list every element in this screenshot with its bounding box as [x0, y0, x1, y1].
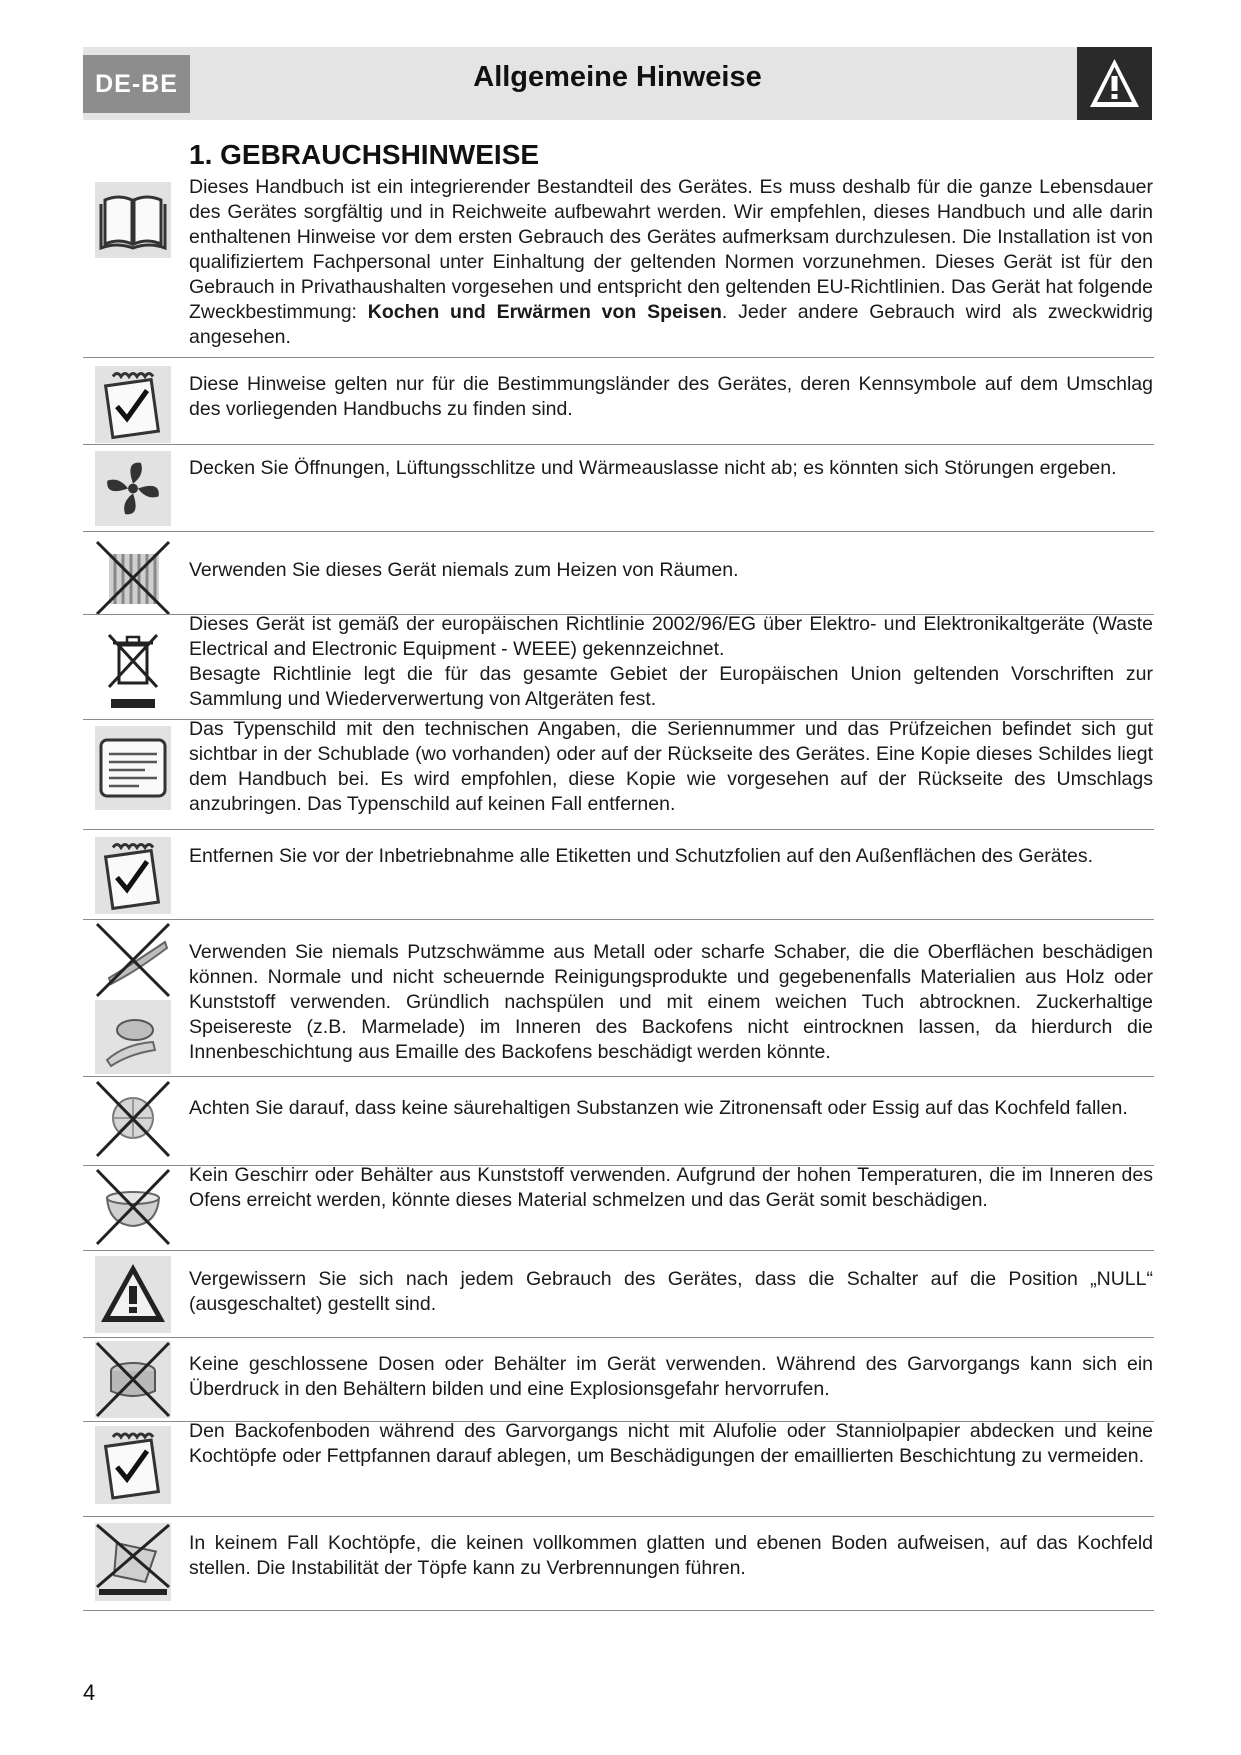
- instruction-text: Das Typenschild mit den technischen Angaben, die Seriennummer und das Prüfzeichen befindet sich gut sichtbar in der Schublade (wo vorhanden) oder auf der Rückseite des Gerätes. Eine Kopie dieses Schildes liegt dem Handbuch bei. Es wird empfohlen, diese Kopie wie vorgesehen auf der Rückseite des Umschlags anzubringen. Das Typenschild auf keinen Fall entfernen.: [189, 718, 1153, 815]
- instruction-row: [83, 1337, 1154, 1422]
- instruction-text: In keinem Fall Kochtöpfe, die keinen vollkommen glatten und ebenen Boden aufweisen, auf das Kochfeld stellen. Die Instabilität der Töpfe kann zu Verbrennungen führen.: [189, 1532, 1153, 1579]
- instruction-text: Dieses Handbuch ist ein integrierender Bestandteil des Gerätes. Es muss deshalb für die ganze Lebensdauer des Gerätes sorgfältig und in Reichweite aufbewahrt werden. Wir empfehlen, dieses Handbuch und alle darin enthaltenen Hinweise vor dem ersten Gebrauch des Gerätes aufmerksam durchzulesen. Die Installation ist von qualifiziertem Fachpersonal unter Einhaltung der geltenden Normen vorzunehmen. Dieses Gerät ist für den Gebrauch in Privathaushalten vorgesehen und entspricht den geltenden EU-Richtlinien. Das Gerät hat folgende Zweckbestimmung: Kochen und Erwärmen von Speisen. Jeder andere Gebrauch wird als zweckwidrig angesehen.: [189, 176, 1154, 348]
- bottom-divider: [83, 1610, 1154, 1611]
- fan-icon: [95, 451, 171, 526]
- no-heater-icon: [95, 540, 171, 616]
- instruction-row: [83, 176, 1154, 357]
- instruction-text: Verwenden Sie niemals Putzschwämme aus Metall oder scharfe Schaber, die die Oberflächen beschädigen können. Normale und nicht scheuernde Reinigungsprodukte und gegebenenfalls Materialien aus Holz oder Kunststoff verwenden. Gründlich nachspülen und mit einem weichen Tuch abtrocknen. Zuckerhaltige Speisereste (z.B. Marmelade) im Inneren des Backofens nicht eintrocknen lassen, da hierdurch die Innenbeschichtung aus Emaille des Backofens beschädigt werden könnte.: [189, 941, 1153, 1063]
- no-scraper-icon: [95, 922, 171, 998]
- instruction-text: Vergewissern Sie sich nach jedem Gebrauch des Gerätes, dass die Schalter auf die Position „NULL“ (ausgeschaltet) gestellt sind.: [189, 1268, 1153, 1315]
- warning-triangle-icon: [1088, 56, 1141, 111]
- instruction-text: Decken Sie Öffnungen, Lüftungsschlitze und Wärmeauslasse nicht ab; es könnten sich Störungen ergeben.: [189, 457, 1117, 479]
- book-icon: [95, 182, 171, 258]
- page-title: Allgemeine Hinweise: [473, 61, 762, 93]
- no-uneven-pot-icon: [95, 1523, 171, 1601]
- notepad-check-icon: [95, 837, 171, 914]
- no-closed-cans-icon: [95, 1341, 171, 1418]
- page-header: [83, 47, 1152, 120]
- instruction-row: [83, 719, 1154, 830]
- instruction-row: [83, 444, 1154, 532]
- rating-plate-icon: [95, 726, 171, 810]
- no-lemon-icon: [95, 1080, 171, 1158]
- cleaning-sponge-icon: [95, 1000, 171, 1074]
- instruction-row: [83, 1516, 1154, 1611]
- instruction-row: [83, 829, 1154, 920]
- instruction-row: [83, 1076, 1154, 1166]
- instruction-row: [83, 357, 1154, 445]
- instruction-row: [83, 1421, 1154, 1517]
- instruction-text: Keine geschlossene Dosen oder Behälter im Gerät verwenden. Während des Garvorgangs kann sich ein Überdruck in den Behältern bilden und eine Explosionsgefahr hervorrufen.: [189, 1353, 1153, 1400]
- instruction-row: [83, 1165, 1154, 1251]
- instruction-text: Verwenden Sie dieses Gerät niemals zum Heizen von Räumen.: [189, 559, 739, 581]
- warning-triangle-icon: [95, 1256, 171, 1333]
- instruction-text: Den Backofenboden während des Garvorgangs nicht mit Alufolie oder Stanniolpapier abdecken und keine Kochtöpfe oder Fettpfannen darauf ablegen, um Beschädigungen der emaillierten Beschichtung zu vermeiden.: [189, 1420, 1153, 1467]
- header-warning-box: [1077, 47, 1152, 120]
- weee-bin-icon: [95, 623, 171, 715]
- instruction-row: [83, 531, 1154, 615]
- instruction-text: Dieses Gerät ist gemäß der europäischen Richtlinie 2002/96/EG über Elektro- und Elektronikaltgeräte (Waste Electrical and Electronic Equipment - WEEE) gekennzeichnet. Besagte Richtlinie legt die für das gesamte Gebiet der Europäischen Union geltenden Vorschriften zur Sammlung und Wiederverwertung von Altgeräten fest.: [189, 613, 1153, 710]
- page-number: 4: [83, 1680, 96, 1705]
- section-title: 1. GEBRAUCHSHINWEISE: [189, 139, 540, 170]
- notepad-check-icon: [95, 1426, 171, 1504]
- instruction-text: Entfernen Sie vor der Inbetriebnahme alle Etiketten und Schutzfolien auf den Außenflächen des Gerätes.: [189, 845, 1094, 867]
- instruction-text: Kein Geschirr oder Behälter aus Kunststoff verwenden. Aufgrund der hohen Temperaturen, die im Inneren des Ofens erreicht werden, könnte dieses Material schmelzen und das Gerät somit beschädigen.: [189, 1164, 1153, 1211]
- language-badge: DE-BE: [83, 55, 190, 113]
- instruction-row: [83, 1250, 1154, 1338]
- no-plastic-bowl-icon: [95, 1168, 171, 1246]
- instruction-text: Achten Sie darauf, dass keine säurehaltigen Substanzen wie Zitronensaft oder Essig auf das Kochfeld fallen.: [189, 1097, 1128, 1119]
- instruction-text: Diese Hinweise gelten nur für die Bestimmungsländer des Gerätes, deren Kennsymbole auf dem Umschlag des vorliegenden Handbuchs zu finden sind.: [189, 373, 1153, 420]
- notepad-check-icon: [95, 366, 171, 443]
- instruction-row: [83, 614, 1154, 720]
- instruction-row: [83, 919, 1154, 1077]
